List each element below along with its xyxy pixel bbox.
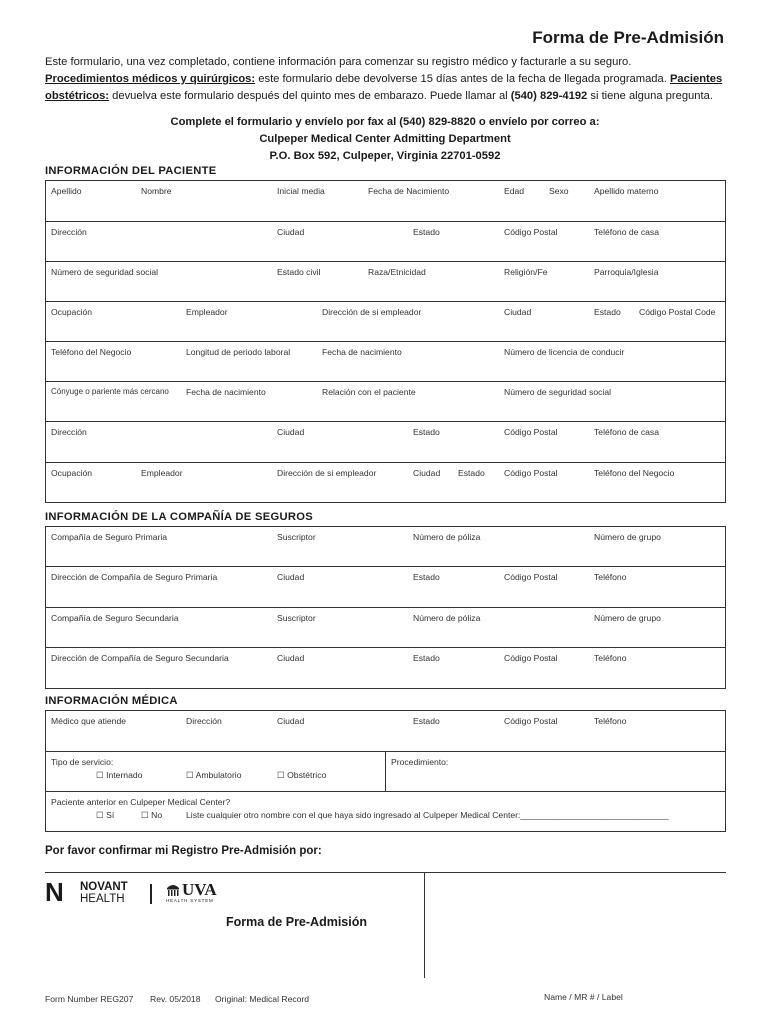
field-label: Ocupación	[51, 468, 93, 478]
patient-section-title: INFORMACIÓN DEL PACIENTE	[45, 165, 217, 177]
field-label: Número de póliza	[413, 532, 481, 542]
patient-row[interactable]	[46, 422, 726, 463]
field-label: Teléfono del Negocio	[51, 347, 132, 357]
insurance-row[interactable]	[46, 567, 726, 608]
field-label: Teléfono de casa	[594, 227, 659, 237]
revision-date: Rev. 05/2018	[150, 994, 201, 1004]
field-label: Estado	[413, 716, 440, 726]
field-label: Estado	[413, 572, 440, 582]
checkbox-label: Ambulatorio	[195, 770, 242, 780]
field-label: Estado civil	[277, 267, 321, 277]
patient-row[interactable]	[46, 302, 726, 342]
novant-logo-subtext: HEALTH	[80, 893, 125, 905]
obstetric-text: devuelva este formulario después del quinto mes de embarazo. Puede llamar al	[109, 90, 511, 102]
field-label: Empleador	[186, 307, 228, 317]
field-label: Ciudad	[504, 307, 532, 317]
checkbox-icon: ☐	[277, 770, 285, 780]
field-label: Teléfono del Negocio	[594, 468, 675, 478]
insurance-row[interactable]	[46, 648, 726, 689]
novant-logo-text: NOVANT	[80, 881, 128, 893]
procedures-label: Procedimientos médicos y quirúrgicos:	[45, 73, 256, 85]
field-label: Ciudad	[277, 716, 305, 726]
form-number: Form Number REG207	[45, 994, 134, 1004]
patient-row[interactable]	[46, 382, 726, 422]
field-label: Código Postal Code	[639, 307, 716, 317]
form-title: Forma de Pre-Admisión	[532, 28, 724, 47]
intro-paragraph	[45, 54, 735, 105]
field-label: Número de grupo	[594, 613, 661, 623]
procedure-cell[interactable]	[386, 752, 726, 792]
checkbox-label: Obstétrico	[287, 770, 327, 780]
field-label: Ciudad	[277, 427, 305, 437]
field-label: Ciudad	[413, 468, 441, 478]
medical-section-title: INFORMACIÓN MÉDICA	[45, 695, 178, 707]
checkbox-icon: ☐	[141, 810, 149, 820]
uva-rotunda-icon	[166, 882, 180, 897]
uva-logo-subtext: HEALTH SYSTEM	[166, 898, 214, 903]
field-label: Ciudad	[277, 227, 305, 237]
field-label: Estado	[594, 307, 621, 317]
field-label: Dirección de si empleador	[277, 468, 377, 478]
patient-row[interactable]	[46, 463, 726, 503]
field-label: Suscriptor	[277, 613, 316, 623]
field-label: Dirección de Compañía de Seguro Secundaria	[51, 653, 229, 663]
field-label: Número de licencia de conducir	[504, 347, 625, 357]
checkbox-icon: ☐	[96, 770, 104, 780]
field-label: Código Postal	[504, 653, 558, 663]
field-label: Edad	[504, 186, 525, 196]
field-label: Parroquia/Iglesia	[594, 267, 659, 277]
field-label: Dirección de Compañía de Seguro Primaria	[51, 572, 218, 582]
field-label: Fecha de nacimiento	[186, 387, 266, 397]
field-label: Teléfono	[594, 572, 627, 582]
checkbox-obstetric[interactable]	[277, 770, 326, 781]
intro-line: Este formulario, una vez completado, contiene información para comenzar su registro médico y facturarle a su seguro.	[45, 56, 632, 68]
field-label: Teléfono	[594, 653, 627, 663]
field-label: Estado	[413, 427, 440, 437]
field-label: Código Postal	[504, 427, 558, 437]
field-label: Nombre	[141, 186, 172, 196]
field-label: Longitud de periodo laboral	[186, 347, 291, 357]
checkbox-label: No	[151, 810, 163, 820]
field-label: Médico que atiende	[51, 716, 127, 726]
field-label: Estado	[413, 227, 440, 237]
field-label: Ocupación	[51, 307, 93, 317]
other-names-field[interactable]: Liste cualquier otro nombre con el que haya sido ingresado al Culpeper Medical Center:_______________________________	[186, 810, 669, 820]
field-label: Número de seguridad social	[504, 387, 612, 397]
patient-row[interactable]	[46, 222, 726, 262]
field-label: Cónyuge o pariente más cercano	[51, 387, 169, 396]
field-label: Teléfono	[594, 716, 627, 726]
field-label: Dirección	[51, 427, 87, 437]
uva-logo-text: UVA	[182, 880, 217, 899]
previous-patient-cell	[46, 792, 726, 832]
insurance-row[interactable]	[46, 527, 726, 567]
field-label: Ciudad	[277, 572, 305, 582]
confirm-text: Por favor confirmar mi Registro Pre-Admisión por:	[45, 845, 322, 857]
logo-separator	[150, 884, 152, 904]
original-destination: Original: Medical Record	[215, 994, 310, 1004]
previous-patient-label: Paciente anterior en Culpeper Medical Center?	[51, 797, 231, 807]
checkbox-no[interactable]	[141, 810, 162, 821]
intro-tail: si tiene alguna pregunta.	[587, 90, 713, 102]
field-label: Apellido materno	[594, 186, 659, 196]
patient-info-table	[45, 180, 726, 503]
checkbox-label: Sí	[106, 810, 115, 820]
field-label: Fecha de nacimiento	[322, 347, 402, 357]
checkbox-label: Internado	[106, 770, 143, 780]
checkbox-yes[interactable]	[96, 810, 114, 821]
service-type-label: Tipo de servicio:	[51, 757, 114, 767]
checkbox-icon: ☐	[96, 810, 104, 820]
field-label: Número de seguridad social	[51, 267, 159, 277]
checkbox-outpatient[interactable]	[186, 770, 242, 781]
field-label: Teléfono de casa	[594, 427, 659, 437]
field-label: Estado	[413, 653, 440, 663]
novant-logo-mark: N	[45, 877, 64, 907]
field-label: Número de póliza	[413, 613, 481, 623]
field-label: Ciudad	[277, 653, 305, 663]
field-label: Dirección	[51, 227, 87, 237]
field-label: Fecha de Nacimiento	[368, 186, 450, 196]
procedures-text: este formulario debe devolverse 15 días antes de la fecha de llegada programada.	[255, 73, 670, 85]
insurance-section-title: INFORMACIÓN DE LA COMPAÑÍA DE SEGUROS	[45, 511, 314, 523]
obstetric-label: Pacientes obstétricos:	[45, 73, 723, 102]
field-label: Código Postal	[504, 572, 558, 582]
field-label: Raza/Etnicidad	[368, 267, 426, 277]
name-label-field: Name / MR # / Label	[544, 992, 623, 1002]
insurance-info-table	[45, 526, 726, 689]
field-label: Compañía de Seguro Secundaria	[51, 613, 179, 623]
field-label: Apellido	[51, 186, 82, 196]
field-label: Código Postal	[504, 716, 558, 726]
instructions-line-2: Culpeper Medical Center Admitting Department	[259, 133, 511, 145]
field-label: Código Postal	[504, 468, 558, 478]
label-area-divider	[45, 872, 726, 873]
insurance-row[interactable]	[46, 608, 726, 648]
field-label: Religión/Fe	[504, 267, 548, 277]
label-area-vertical-divider	[424, 872, 425, 978]
field-label: Dirección de si empleador	[322, 307, 422, 317]
patient-row[interactable]	[46, 181, 726, 222]
field-label: Número de grupo	[594, 532, 661, 542]
contact-phone: (540) 829-4192	[510, 90, 588, 102]
field-label: Relación con el paciente	[322, 387, 416, 397]
medical-info-table	[45, 710, 726, 832]
patient-row[interactable]	[46, 342, 726, 382]
field-label: Compañía de Seguro Primaria	[51, 532, 168, 542]
instructions-line-1: Complete el formulario y envíelo por fax al (540) 829-8820 o envíelo por correo a:	[170, 116, 600, 128]
bottom-form-title: Forma de Pre-Admisión	[226, 915, 367, 929]
field-label: Dirección	[186, 716, 222, 726]
field-label: Empleador	[141, 468, 183, 478]
field-label: Suscriptor	[277, 532, 316, 542]
service-type-cell	[46, 752, 386, 792]
procedure-label: Procedimiento:	[391, 757, 449, 767]
checkbox-icon: ☐	[186, 770, 194, 780]
mailing-instructions	[0, 114, 770, 165]
patient-row[interactable]	[46, 262, 726, 302]
field-label: Sexo	[549, 186, 569, 196]
field-label: Estado	[458, 468, 485, 478]
instructions-line-3: P.O. Box 592, Culpeper, Virginia 22701-0592	[269, 150, 501, 162]
checkbox-inpatient[interactable]	[96, 770, 142, 781]
medical-row[interactable]	[46, 711, 726, 752]
field-label: Inicial media	[277, 186, 325, 196]
field-label: Código Postal	[504, 227, 558, 237]
